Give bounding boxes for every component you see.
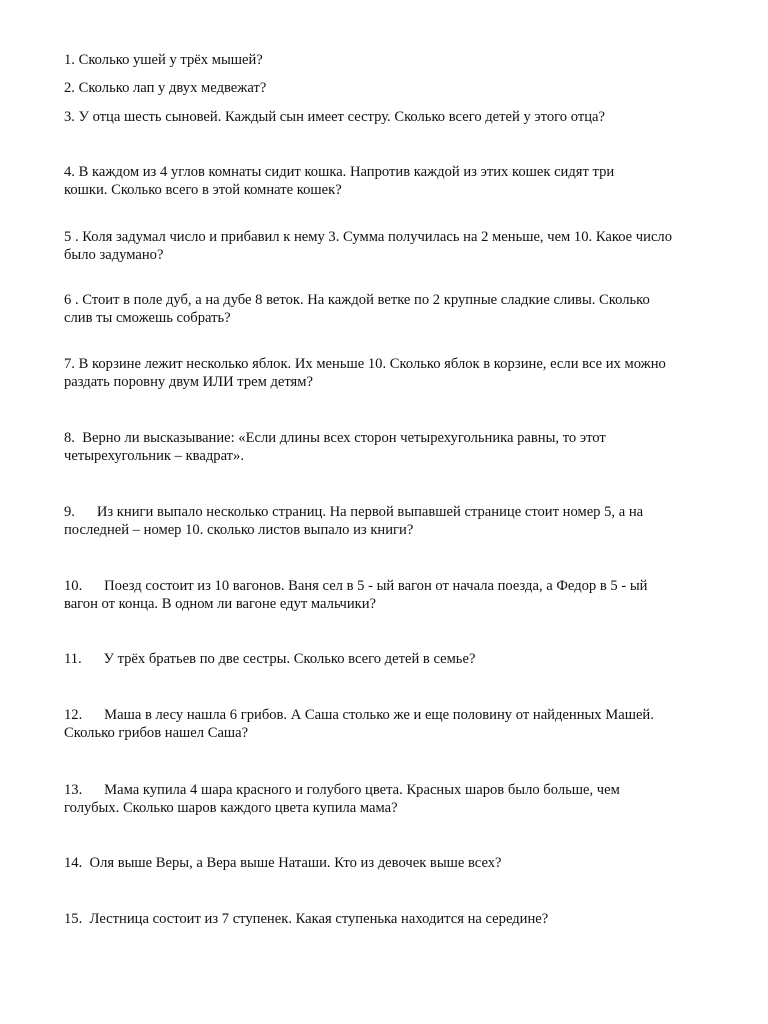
question-3: 3. У отца шесть сыновей. Каждый сын имеет сестру. Сколько всего детей у этого отца? (64, 109, 605, 125)
question-11: 11. У трёх братьев по две сестры. Сколько всего детей в семье? (64, 651, 476, 667)
question-8: 8. Верно ли высказывание: «Если длины всех сторон четырехугольника равны, то этот четырехугольник – квадрат». (64, 430, 606, 464)
question-12: 12. Маша в лесу нашла 6 грибов. А Саша столько же и еще половину от найденных Машей. Сколько грибов нашел Саша? (64, 707, 654, 741)
question-14: 14. Оля выше Веры, а Вера выше Наташи. Кто из девочек выше всех? (64, 855, 502, 871)
question-7: 7. В корзине лежит несколько яблок. Их меньше 10. Сколько яблок в корзине, если все их можно раздать поровну двум ИЛИ трем детям? (64, 356, 666, 390)
question-2: 2. Сколько лап у двух медвежат? (64, 80, 267, 96)
question-13: 13. Мама купила 4 шара красного и голубого цвета. Красных шаров было больше, чем голубых. Сколько шаров каждого цвета купила мама? (64, 782, 620, 816)
question-10: 10. Поезд состоит из 10 вагонов. Ваня сел в 5 - ый вагон от начала поезда, а Федор в 5 - ый вагон от конца. В одном ли вагоне едут мальчики? (64, 578, 648, 612)
question-9: 9. Из книги выпало несколько страниц. На первой выпавшей странице стоит номер 5, а на последней – номер 10. сколько листов выпало из книги? (64, 504, 644, 538)
question-5: 5 . Коля задумал число и прибавил к нему 3. Сумма получилась на 2 меньше, чем 10. Какое число было задумано? (64, 229, 672, 263)
question-15: 15. Лестница состоит из 7 ступенек. Какая ступенька находится на середине? (64, 911, 549, 927)
question-1: 1. Сколько ушей у трёх мышей? (64, 52, 263, 68)
question-6: 6 . Стоит в поле дуб, а на дубе 8 веток. На каждой ветке по 2 крупные сладкие сливы. Сколько слив ты сможешь собрать? (64, 292, 650, 326)
question-4: 4. В каждом из 4 углов комнаты сидит кошка. Напротив каждой из этих кошек сидят три кошки. Сколько всего в этой комнате кошек? (64, 164, 615, 198)
